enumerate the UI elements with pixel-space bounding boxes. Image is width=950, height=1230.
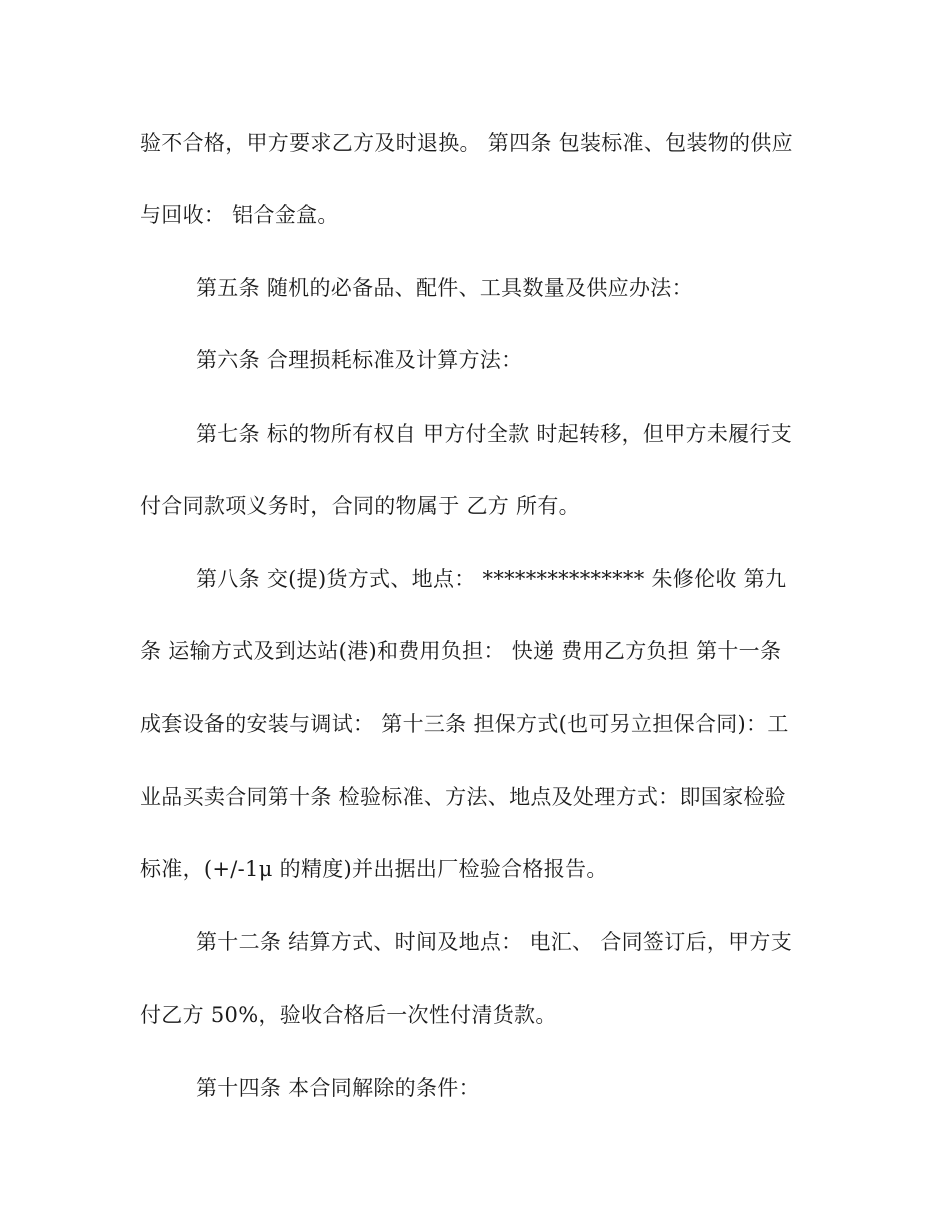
clause-8-line: 第八条 交(提)货方式、地点： *************** 朱修伦收 第九 [196, 567, 787, 591]
paragraph-line: 付乙方 50%，验收合格后一次性付清货款。 [140, 1003, 557, 1027]
paragraph-line: 业品买卖合同第十条 检验标准、方法、地点及处理方式：即国家检验 [140, 785, 786, 809]
paragraph-line: 验不合格，甲方要求乙方及时退换。 第四条 包装标准、包装物的供应 [140, 131, 793, 155]
clause-14-line: 第十四条 本合同解除的条件： [196, 1076, 480, 1100]
paragraph-line: 条 运输方式及到达站(港)和费用负担： 快递 费用乙方负担 第十一条 [140, 639, 782, 663]
clause-7-line: 第七条 标的物所有权自 甲方付全款 时起转移，但甲方未履行支 [196, 422, 793, 446]
paragraph-line: 成套设备的安装与调试： 第十三条 担保方式(也可另立担保合同)：工 [140, 712, 789, 736]
clause-5-line: 第五条 随机的必备品、配件、工具数量及供应办法： [196, 276, 693, 300]
paragraph-line: 标准，(+/-1μ 的精度)并出据出厂检验合格报告。 [140, 857, 608, 881]
paragraph-line: 与回收： 铝合金盒。 [140, 203, 339, 227]
clause-12-line: 第十二条 结算方式、时间及地点： 电汇、 合同签订后，甲方支 [196, 930, 793, 954]
paragraph-line: 付合同款项义务时，合同的物属于 乙方 所有。 [140, 494, 580, 518]
clause-6-line: 第六条 合理损耗标准及计算方法： [196, 348, 523, 372]
